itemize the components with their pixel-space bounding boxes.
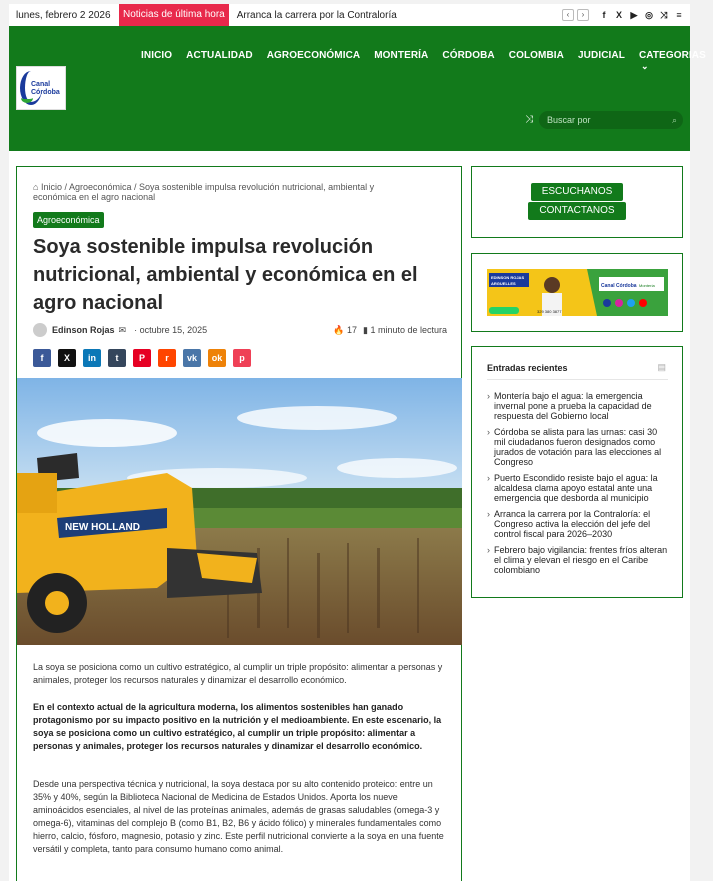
read-time [363,325,447,336]
article-title: Soya sostenible impulsa revolución nutricional, ambiental y económica en el agro nacional [33,236,418,314]
publish-date: · octubre 15, 2025 [134,325,208,335]
author-name[interactable]: Edinson Rojas [52,325,115,335]
site-logo[interactable] [16,66,66,110]
harvester-brand: NEW HOLLAND [65,522,140,533]
listen-button[interactable]: ESCUCHANOS [531,183,623,201]
ad-name-2: ARGUELLES [491,281,516,286]
instagram-icon[interactable]: ◎ [645,9,653,20]
current-date: lunes, febrero 2 2026 [16,9,111,21]
list-item[interactable]: › Arranca la carrera por la Contraloría: el Congreso activa la elección del jefe del control fiscal para 2026–2030 [487,509,668,539]
logo-text-2: Córdoba [31,89,60,96]
top-bar [9,4,690,26]
fire-icon: 🔥 [333,324,345,335]
nav-actualidad[interactable]: ACTUALIDAD [186,50,253,61]
ad-widget [471,253,683,332]
article-card [16,166,462,881]
share-pinterest-button[interactable]: P [133,349,151,367]
bookmark-icon: ▮ [362,324,368,335]
contact-button[interactable]: CONTACTANOS [528,202,626,220]
recent-posts-title: Entradas recientes [487,363,568,373]
nav-inicio[interactable]: INICIO [141,50,173,61]
share-x-button[interactable]: X [58,349,76,367]
x-icon[interactable]: X [615,9,622,20]
recent-posts-list [487,391,668,581]
ad-brand: Canal Córdoba [601,283,637,289]
share-facebook-button[interactable]: f [33,349,51,367]
hero-image [17,378,462,645]
article-meta [33,323,447,337]
list-item[interactable]: › Córdoba se alista para las urnas: casi 30 mil ciudadanos fueron designados como jurados de votación para las elecciones al Congreso [487,427,668,467]
ticker-prev-button[interactable]: ‹ [562,9,574,21]
youtube-icon[interactable]: ▶ [630,9,638,20]
mail-icon[interactable]: ✉ [118,324,127,335]
read-time-value: 1 minuto de lectura [370,324,447,335]
breaking-news-label: Noticias de última hora [119,4,229,26]
random-article-icon[interactable]: ⤨ [525,114,533,125]
share-tumblr-button[interactable]: t [108,349,126,367]
category-badge[interactable]: Agroeconómica [33,212,104,228]
social-icons [599,10,684,21]
search-icon[interactable]: ⌕ [671,115,677,125]
share-odnoklassniki-button[interactable]: ok [208,349,226,367]
logo-text-1: Canal [31,81,51,88]
share-pocket-button[interactable]: p [233,349,251,367]
ad-name: EDINSON ROJAS [491,275,525,280]
avatar[interactable] [33,323,47,337]
views-count [333,325,357,336]
radio-widget [471,166,683,238]
article-paragraph-3: Desde una perspectiva técnica y nutricional, la soya destaca por su alto contenido proteico: entre un 35% y 40%, según la Biblioteca Nacional de Medicina de Estados Unidos. Aporta los nueve aminoácidos esenciales, al nivel de las proteínas animales, además de grasas saludables (omega-3 y omega-6), vitaminas del complejo B (como B1, B2, B6 y ácido fólico) y minerales fundamentales como hierro, calcio, fósforo, magnesio, potasio y zinc. Este perfil nutricional convierte a la soya en una fuente versátil y completa, tanto para consumo humano como animal. [33,779,444,854]
share-linkedin-button[interactable]: in [83,349,101,367]
nav-cordoba[interactable]: CÓRDOBA [442,50,495,61]
nav-colombia[interactable]: COLOMBIA [508,50,565,61]
list-item[interactable]: › Puerto Escondido resiste bajo el agua: la alcaldesa clama apoyo estatal ante una emergencia que desborda al municipio [487,473,668,503]
views-value: 17 [346,324,357,335]
nav-monteria[interactable]: MONTERÍA [374,50,429,61]
share-vk-button[interactable]: vk [183,349,201,367]
share-buttons [33,349,251,367]
breaking-news-ticker[interactable]: Arranca la carrera por la Contraloría [236,9,397,21]
site-header [9,26,706,151]
main-navigation [134,50,713,72]
list-item[interactable]: › Febrero bajo vigilancia: frentes fríos alteran el clima y elevan el riesgo en el Caribe colombiano [487,545,668,575]
nav-categorias[interactable] [632,50,713,72]
menu-icon[interactable]: ≡ [676,9,682,20]
facebook-icon[interactable]: f [602,9,606,20]
recent-posts-widget [471,346,683,598]
breadcrumb-text: Inicio / Agroeconómica / Soya sostenible impulsa revolución nutricional, ambiental y económica en el agro nacional [33,182,375,202]
ticker-controls [562,9,589,21]
home-icon: ⌂ [33,182,41,192]
divider [487,379,668,380]
ad-city: Montería [639,283,655,288]
nav-agroeconomica[interactable]: AGROECONÓMICA [266,50,361,61]
article-stats [333,325,447,336]
nav-categorias-label: CATEGORIAS [638,50,706,61]
chevron-down-icon: ⌄ [640,61,649,71]
share-reddit-button[interactable]: r [158,349,176,367]
harvester-photo [17,378,462,645]
document-icon: ▤ [657,362,666,372]
publish-date-text: octubre 15, 2025 [139,325,208,335]
ticker-next-button[interactable]: › [577,9,589,21]
list-item[interactable]: › Montería bajo el agua: la emergencia invernal pone a prueba la capacidad de respuesta del Gobierno local [487,391,668,421]
article-paragraph-2: En el contexto actual de la agricultura moderna, los alimentos sostenibles han ganado protagonismo por su impacto positivo en la nutrición y el medioambiente. En este escenario, la soya se posiciona como un cultivo estratégico, al cumplir un triple propósito: alimentar a personas y animales, proteger los recursos naturales y dinamizar el desarrollo económico. [33,702,442,751]
breadcrumb[interactable] [33,182,413,202]
shuffle-icon[interactable]: ⤨ [660,9,668,20]
ad-phone: 329 380 3877 [537,309,562,314]
article-paragraph-1: La soya se posiciona como un cultivo estratégico, al cumplir un triple propósito: alimentar a personas y animales, proteger los recursos naturales y dinamizar el desarrollo económico. [33,662,443,685]
search-input[interactable] [539,111,683,129]
search-placeholder: Buscar por [547,115,591,125]
advertisement-banner[interactable] [487,269,668,316]
nav-judicial[interactable]: JUDICIAL [578,50,625,61]
ad-graphic [487,269,668,316]
